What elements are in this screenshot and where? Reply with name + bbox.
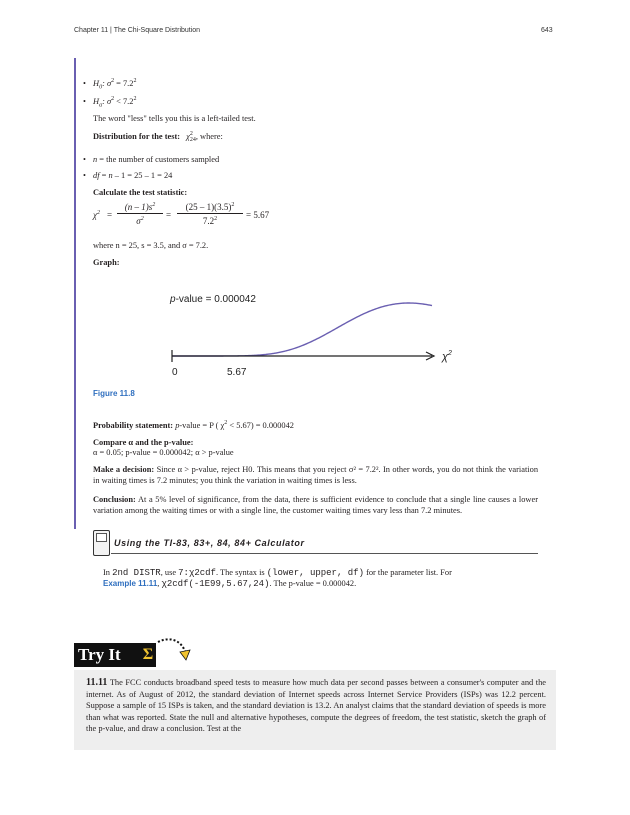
distribution-line: Distribution for the test: χ 2 24 , where: [93,131,223,144]
null-hypothesis: • $H_0$: $\sigma^2 = 7.2^2$ [93,78,136,89]
alternative-hypothesis: • $H_a$: $\sigma^2 < 7.2^2$ [93,96,136,107]
try-it-arrow-icon [156,636,192,666]
calculator-icon [93,530,110,556]
probability-statement: Probability statement: p-value = P ( $\chi^2 < 5.67) = 0.000042$ [93,420,294,430]
calc-label: Calculate the test statistic: [93,188,188,197]
try-it-problem: 11.11 The FCC conducts broadband speed tests to measure how much data per second passes between a consumer's computer and the internet. As of August of 2012, the standard deviation of Internet speeds across Internet Service Providers (ISPs) was 12.2 percent. Suppose a sample of 15 ISPs is taken, and the standard deviation is 13.2. An analyst claims that the standard deviation of speeds is more than what was reported. State the null and alternative hypotheses, compute the degrees of freedom, the test statistic, sketch the graph of the p-value, and draw a conclusion. Test at the [86,677,546,734]
decision-paragraph: Make a decision: Since α > p-value, reject H0. This means that you reject σ² = 7.2². In other words, you do not think the variation in waiting times is 7.2 minutes; you think the variation in waiting times is less. [93,465,539,485]
formula-lhs: $\chi^2$ [93,210,100,220]
tick-label-5-67: 5.67 [227,367,247,378]
bullet-n: • n = the number of customers sampled [93,154,219,165]
graph-label: Graph: [93,258,120,267]
x-axis-label: $\chi^2$ [442,350,452,363]
fraction-2: $(25 - 1)(3.5)^2$ $7.2^2$ [177,202,243,226]
bullet-df: • df = n – 1 = 25 – 1 = 24 [93,170,172,181]
test-statistic-formula [93,202,393,232]
fraction-1: $(n - 1)s^2$ $\sigma^2$ [117,202,163,226]
figure-caption: Figure 11.8 [93,389,135,398]
density-curve [172,303,432,356]
formula-result: = 5.67 [246,210,270,220]
chapter-header: Chapter 11 | The Chi-Square Distribution [74,27,201,34]
sigma-icon: Σ [140,643,156,667]
sidebar-accent-bar [74,58,76,529]
where-line: where n = 25, s = 3.5, and σ = 7.2. [93,241,209,250]
conclusion-paragraph: Conclusion: At a 5% level of significance, from the data, there is sufficient evidence to conclude that a single line causes a lower variation among the waiting times or with a single line, the customer waiting times vary less than 7.2 minutes. [93,495,538,515]
tick-label-0: 0 [172,367,178,378]
left-tailed-note: The word "less" tells you this is a left-tailed test. [93,114,256,123]
example-link[interactable]: Example 11.11 [103,579,158,588]
calculator-line-1: In 2nd DISTR, use 7:χ2cdf. The syntax is (lower, upper, df) for the parameter list. For [103,568,452,578]
compare-line: α = 0.05; p-value = 0.000042; α > p-value [93,448,234,457]
calculator-title-rule [111,553,538,554]
page-number: 643 [541,27,553,34]
chart-title: p-value = 0.000042 [170,294,256,305]
formula-eq2: = [166,210,172,220]
chi-square-graph [160,285,460,380]
compare-label: Compare α and the p-value: [93,438,194,447]
try-it-heading: Try It [74,643,140,667]
calculator-title: Using the TI-83, 83+, 84, 84+ Calculator [114,538,305,548]
calculator-line-2: Example 11.11, χ2cdf(-1E99,5.67,24). The p-value = 0.000042. [103,579,357,589]
formula-eq1: = [107,210,113,220]
